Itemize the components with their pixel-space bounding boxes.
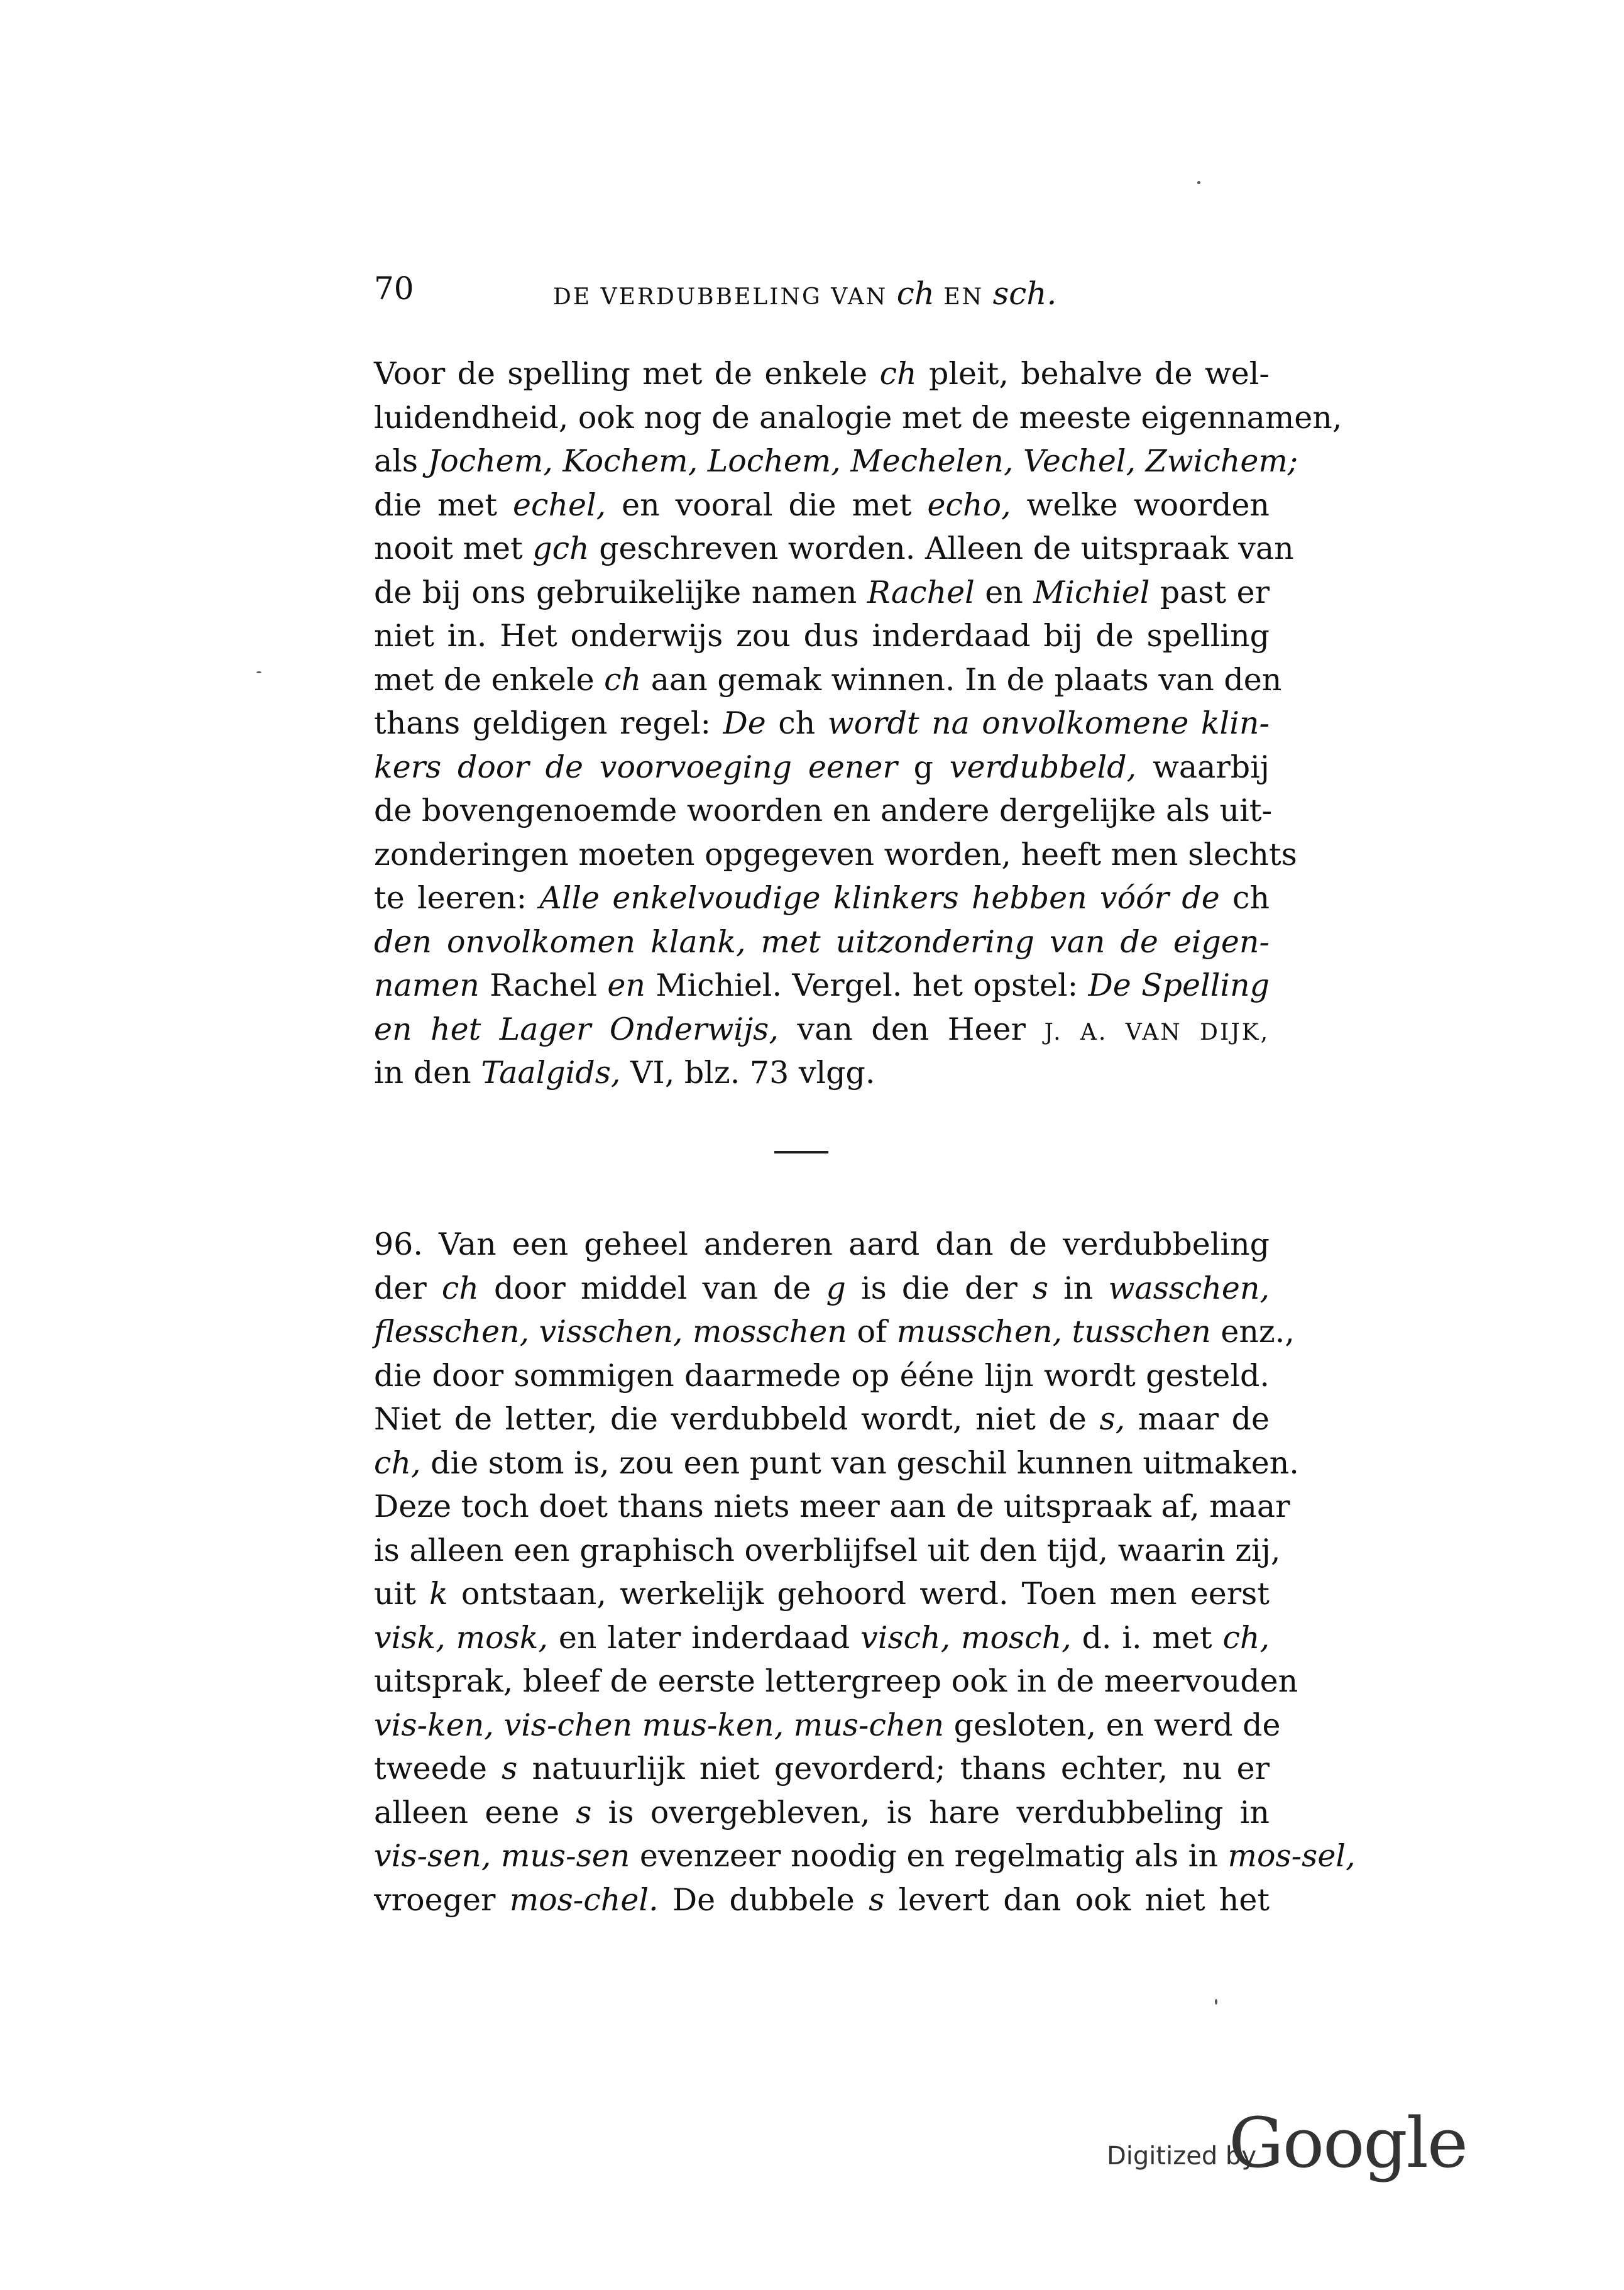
text-line: visk, mosk, en later inderdaad visch, mosch, d. i. met ch,	[374, 1619, 1270, 1656]
text-line: vroeger mos-chel. De dubbele s levert dan ook niet het	[374, 1881, 1270, 1918]
digitized-watermark	[1090, 2101, 1467, 2189]
text-line: als Jochem, Kochem, Lochem, Mechelen, Vechel, Zwichem;	[374, 443, 1298, 479]
text-line: kers door de voorvoeging eener g verdubbeld, waarbij	[374, 749, 1270, 785]
text-line: uitsprak, bleef de eerste lettergreep ook in de meervouden	[374, 1663, 1298, 1699]
text-line: nooit met gch geschreven worden. Alleen de uitspraak van	[374, 531, 1294, 566]
paragraph-96	[374, 1223, 1356, 1922]
text-line: en het Lager Onderwijs, van den Heer J. A. VAN DIJK,	[374, 1011, 1270, 1047]
section-divider	[774, 1151, 828, 1153]
text-line: thans geldigen regel: De ch wordt na onvolkomene klin-	[374, 705, 1270, 741]
running-title: DE VERDUBBELING VAN ch EN sch.	[553, 275, 1057, 312]
text-line: Voor de spelling met de enkele ch pleit, behalve de wel-	[374, 356, 1270, 392]
text-line: uit k ontstaan, werkelijk gehoord werd. Toen men eerst	[374, 1576, 1270, 1612]
text-line: Niet de letter, die verdubbeld wordt, niet de s, maar de	[374, 1401, 1270, 1437]
text-line: vis-sen, mus-sen evenzeer noodig en regelmatig als in mos-sel,	[374, 1838, 1356, 1874]
text-line: luidendheid, ook nog de analogie met de meeste eigennamen,	[374, 399, 1342, 436]
text-line: is alleen een graphisch overblijfsel uit den tijd, waarin zij,	[374, 1532, 1281, 1568]
text-line: flesschen, visschen, mosschen of musschen, tusschen enz.,	[374, 1314, 1295, 1350]
text-line: in den Taalgids, VI, blz. 73 vlgg.	[374, 1055, 875, 1091]
scan-speck	[256, 671, 261, 673]
text-line: de bovengenoemde woorden en andere dergelijke als uit-	[374, 793, 1273, 828]
text-line: te leeren: Alle enkelvoudige klinkers hebben vóór de ch	[374, 880, 1270, 916]
text-line: de bij ons gebruikelijke namen Rachel en Michiel past er	[374, 574, 1270, 610]
google-logo: Google	[1228, 2103, 1467, 2183]
page-number: 70	[374, 270, 414, 307]
text-line: vis-ken, vis-chen mus-ken, mus-chen gesloten, en werd de	[374, 1707, 1281, 1743]
text-line: namen Rachel en Michiel. Vergel. het opstel: De Spelling	[374, 967, 1270, 1003]
text-line: alleen eene s is overgebleven, is hare verdubbeling in	[374, 1794, 1270, 1830]
text-line: der ch door middel van de g is die der s in wasschen,	[374, 1270, 1270, 1306]
text-line: tweede s natuurlijk niet gevorderd; thans echter, nu er	[374, 1751, 1270, 1786]
scan-speck	[1215, 1999, 1217, 2005]
text-line: ch, die stom is, zou een punt van geschil kunnen uitmaken.	[374, 1445, 1299, 1481]
text-line: met de enkele ch aan gemak winnen. In de plaats van den	[374, 661, 1282, 698]
text-line: niet in. Het onderwijs zou dus inderdaad bij de spelling	[374, 618, 1270, 654]
text-line: den onvolkomen klank, met uitzondering van de eigen-	[374, 923, 1270, 960]
watermark-prefix: Digitized by	[1107, 2142, 1256, 2171]
scan-speck	[1197, 181, 1200, 184]
page-header	[374, 270, 1270, 314]
text-line: 96. Van een geheel anderen aard dan de verdubbeling	[374, 1226, 1270, 1262]
text-line: Deze toch doet thans niets meer aan de uitspraak af, maar	[374, 1489, 1290, 1524]
paragraph-spelling-ch	[374, 352, 1342, 1095]
text-line: zonderingen moeten opgegeven worden, heeft men slechts	[374, 836, 1297, 873]
text-line: die met echel, en vooral die met echo, welke woorden	[374, 487, 1270, 523]
text-line: die door sommigen daarmede op ééne lijn wordt gesteld.	[374, 1357, 1270, 1394]
